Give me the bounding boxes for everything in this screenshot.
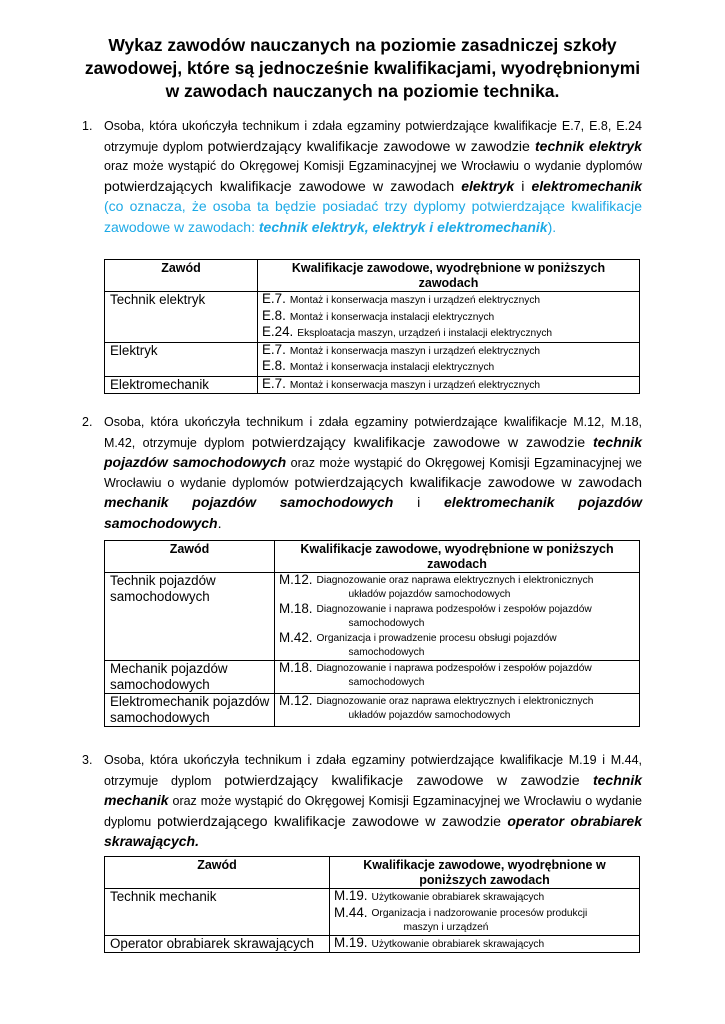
qualification-item [262,343,635,360]
s3-text-a: Osoba, która ukończyła technikum i zdała egzaminy potwierdzające kwalifikacje M.19 i M.44, otrzymuje dyplom [104,753,642,788]
qualifications-cell [258,292,640,343]
qual-desc [317,631,557,660]
s1-profession-elektryk: elektryk [461,177,515,194]
s3-text-d: oraz może wystąpić do Okręgowej Komisji Egzaminacyjnej we Wrocławiu o wydanie dyplomu [104,794,642,829]
header-qualifications: Kwalifikacje zawodowe, wyodrębnione w poniższych zawodach [258,260,640,292]
qual-code: E.8. [262,358,286,373]
qualification-item [279,661,635,690]
header-profession: Zawód [105,541,275,573]
table-row [105,694,640,727]
s1-text-a: Osoba, która ukończyła technikum i zdała egzaminy potwierdzające kwalifikacje E.7, E.8, E.24 otrzymuje dyplom [104,119,642,154]
qualification-item [262,359,635,376]
title-line-3: w zawodach nauczanych na poziomie technika. [165,81,560,101]
qual-code: M.18. [279,601,313,616]
s2-text-b: potwierdzający kwalifikacje zawodowe w zawodzie [251,434,593,451]
table-row [105,292,640,343]
qual-desc: Montaż i konserwacja maszyn i urządzeń elektrycznych [289,345,541,357]
table-row [105,935,640,953]
qual-code: E.7. [262,291,286,306]
s2-profession-elektromechanik-pojazdow: elektromechanik pojazdów samochodowych [104,494,642,531]
qualification-item [262,309,635,326]
qualification-item [262,292,635,309]
qualification-item [334,906,635,935]
qual-code: E.7. [262,375,286,391]
table-row [105,889,640,936]
table-header-row [105,260,640,292]
s3-text-b: potwierdzający kwalifikacje zawodowe w zawodzie [224,772,593,789]
s3-profession-technik-mechanik: technik mechanik [104,771,642,809]
s1-profession-elektromechanik: elektromechanik [531,177,642,194]
s2-text-i: . [217,515,222,532]
qual-code: E.8. [262,307,286,323]
header-qualifications: Kwalifikacje zawodowe, wyodrębnione w poniższych zawodach [275,541,640,573]
qual-code: M.44. [334,904,368,920]
s3-profession-operator-obrabiarek: operator obrabiarek skrawających. [104,812,642,850]
s2-text-e: potwierdzających kwalifikacje zawodowe w zawodach [294,474,642,491]
qualification-item [334,889,635,906]
qualification-item [279,694,635,723]
s2-text-a: Osoba, która ukończyła technikum i zdała egzaminy potwierdzające kwalifikacje M.12, M.18, M.42, otrzymuje dyplom [104,415,642,450]
qual-desc-line2: maszyn i urządzeń [403,921,489,933]
qual-code: M.12. [279,572,313,587]
qual-desc: Montaż i konserwacja instalacji elektrycznych [289,362,495,373]
s1-text-b: potwierdzający kwalifikacje zawodowe w zawodzie [207,138,536,155]
qual-desc: Montaż i konserwacja maszyn i urządzeń elektrycznych [289,379,541,391]
profession-cell: Elektromechanik pojazdów samochodowych [105,694,275,727]
section-2-paragraph [82,413,642,535]
qual-desc-line2: samochodowych [348,647,425,658]
qual-desc [317,661,592,690]
qual-desc: Eksploatacja maszyn, urządzeń i instalacji elektrycznych [297,328,553,339]
qual-code: M.42. [279,630,313,645]
s1-text-d: oraz może wystąpić do Okręgowej Komisji Egzaminacyjnej we Wrocławiu o wydanie dyplomów [104,159,642,174]
table-row [105,573,640,661]
qual-desc: Użytkowanie obrabiarek skrawających [371,938,545,950]
table-row [105,376,640,394]
s1-profession-technik-elektryk: technik elektryk [535,137,642,154]
header-profession: Zawód [105,260,258,292]
s2-profession-mechanik-pojazdow: mechanik pojazdów samochodowych [104,494,394,511]
qual-desc: Montaż i konserwacja maszyn i urządzeń elektrycznych [289,295,541,306]
s2-text-d: oraz może wystąpić do Okręgowej Komisji Egzaminacyjnej we Wrocławiu o wydanie dyplomów [104,456,642,490]
s3-text-e: potwierdzającego kwalifikacje zawodowe w zawodzie [157,813,508,830]
section-2-number: 2. [82,415,93,429]
qualification-item [279,631,635,660]
profession-cell: Mechanik pojazdów samochodowych [105,661,275,694]
profession-cell: Technik elektryk [105,292,258,343]
s1-text-g: i [514,178,532,195]
section-1-table [104,259,640,394]
profession-cell: Elektromechanik [105,376,258,394]
qual-code: M.19. [334,934,368,950]
table-header-row [105,857,640,889]
qual-desc-line2: układów pojazdów samochodowych [348,589,511,600]
qualifications-cell [330,935,640,953]
qual-desc-line1: Organizacja i nadzorowanie procesów produkcji [371,907,588,919]
qual-desc [317,694,594,723]
qual-desc-line2: układów pojazdów samochodowych [348,710,511,721]
title-line-1: Wykaz zawodów nauczanych na poziomie zasadniczej szkoły [108,35,617,55]
table-header-row [105,541,640,573]
s1-text-i: (co oznacza, że osoba ta będzie posiadać trzy dyplomy potwierdzające kwalifikacje zawodowe w zawodach: [104,198,642,235]
s2-profession-technik-pojazdow: technik pojazdów samochodowych [104,433,642,471]
s2-text-g: i [393,495,445,512]
qual-code: M.12. [279,693,313,708]
s1-text-e: potwierdzających kwalifikacje zawodowe w zawodach [104,178,462,195]
profession-cell: Operator obrabiarek skrawających [105,935,330,953]
qual-desc-line1: Organizacja i prowadzenie procesu obsługi pojazdów [316,633,557,644]
header-profession: Zawód [105,857,330,889]
header-qualifications: Kwalifikacje zawodowe, wyodrębnione w poniższych zawodach [330,857,640,889]
qual-desc [317,602,592,631]
qual-desc-line2: samochodowych [348,677,425,688]
qual-desc-line2: samochodowych [348,618,425,629]
qualification-item [262,325,635,342]
qual-desc-line1: Diagnozowanie oraz naprawa elektrycznych i elektronicznych [316,696,594,707]
qualification-item [334,936,635,953]
profession-cell: Elektryk [105,342,258,376]
title-line-2: zawodowej, które są jednocześnie kwalifikacjami, wyodrębnionymi [84,58,641,78]
qual-desc-line1: Diagnozowanie i naprawa podzespołów i zespołów pojazdów [316,663,592,674]
qualification-item [262,377,635,394]
document-title [60,34,665,103]
qualification-item [279,573,635,602]
qual-code: M.19. [334,888,368,903]
profession-cell: Technik mechanik [105,889,330,936]
qualifications-cell [258,376,640,394]
qualifications-cell [275,573,640,661]
section-1-paragraph [82,117,642,239]
table-row [105,342,640,376]
section-3-table [104,856,640,953]
section-3-number: 3. [82,753,93,767]
qualifications-cell [275,694,640,727]
qual-code: E.24. [262,324,294,339]
section-1-number: 1. [82,119,93,133]
qual-desc [372,906,588,935]
qual-desc-line1: Diagnozowanie oraz naprawa elektrycznych i elektronicznych [316,575,594,586]
section-3-paragraph [82,751,642,853]
qual-desc-line1: Diagnozowanie i naprawa podzespołów i zespołów pojazdów [316,604,592,615]
qualifications-cell [330,889,640,936]
s1-note-cyan [104,198,642,235]
qual-code: E.7. [262,341,286,357]
section-2-table [104,540,640,727]
qual-desc: Montaż i konserwacja instalacji elektrycznych [289,311,495,323]
qual-desc [317,573,594,602]
qualifications-cell [258,342,640,376]
qualifications-cell [275,661,640,694]
profession-cell: Technik pojazdów samochodowych [105,573,275,661]
qual-desc: Użytkowanie obrabiarek skrawających [371,892,545,903]
qualification-item [279,602,635,631]
table-row [105,661,640,694]
s1-text-j: technik elektryk, elektryk i elektromechanik [258,218,548,235]
s1-text-k: ). [547,218,557,235]
qual-code: M.18. [279,660,313,675]
